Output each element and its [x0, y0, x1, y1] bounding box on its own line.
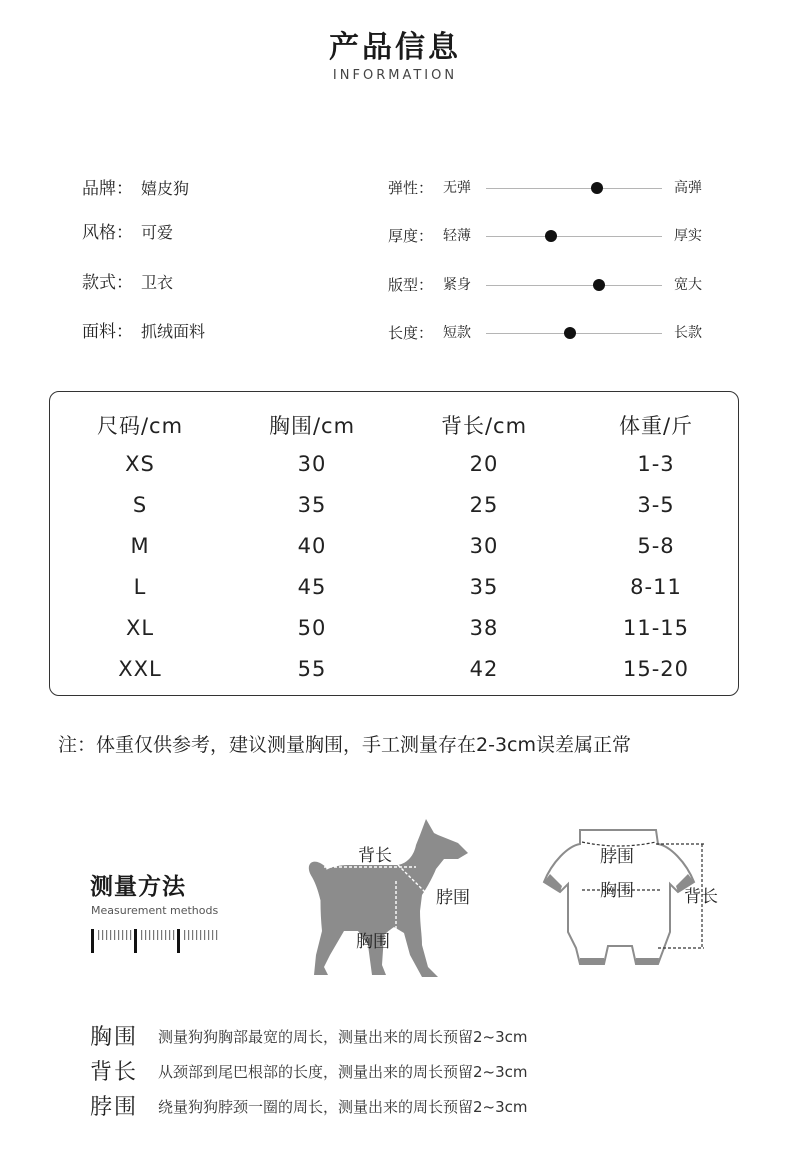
scale-low: 紧身: [443, 277, 471, 293]
table-cell: XS: [125, 452, 155, 476]
scale-label: 版型：: [388, 276, 434, 294]
scale-low: 无弹: [443, 180, 471, 196]
table-cell: 42: [469, 657, 499, 681]
table-cell: 5-8: [637, 534, 675, 558]
table-cell: 35: [469, 575, 499, 599]
attr-style: [82, 221, 173, 245]
table-cell: 1-3: [637, 452, 675, 476]
scale-track: [486, 188, 662, 189]
table-cell: 11-15: [622, 616, 690, 640]
table-header: 背长/cm: [440, 414, 528, 438]
scale-label: 厚度：: [388, 227, 434, 245]
scale-dot: [593, 279, 605, 291]
dog-label-neck: 脖围: [436, 888, 470, 908]
table-header: 胸围/cm: [268, 414, 356, 438]
table-cell: 20: [469, 452, 499, 476]
dog-diagram: [298, 815, 488, 985]
table-cell: 50: [297, 616, 327, 640]
table-cell: 30: [469, 534, 499, 558]
table-cell: 35: [297, 493, 327, 517]
page-subtitle: INFORMATION: [332, 68, 458, 83]
attr-value: 可爱: [141, 223, 174, 242]
scale-elasticity: [388, 176, 718, 200]
scale-track: [486, 236, 662, 237]
table-cell: 40: [297, 534, 327, 558]
scale-thickness: [388, 224, 718, 248]
scale-high: 宽大: [674, 277, 702, 293]
scale-track: [486, 333, 662, 334]
table-cell: XL: [125, 616, 155, 640]
method-subtitle: Measurement methods: [91, 904, 219, 917]
def-desc-chest: 测量狗狗胸部最宽的周长，测量出来的周长预留2~3cm: [158, 1028, 528, 1046]
scale-low: 轻薄: [443, 228, 471, 244]
table-cell: 3-5: [637, 493, 675, 517]
scale-dot: [564, 327, 576, 339]
page-title: 产品信息: [329, 30, 461, 65]
table-cell: XXL: [118, 657, 162, 681]
table-cell: L: [133, 575, 147, 599]
garment-label-back: 背长: [684, 887, 718, 907]
table-cell: S: [132, 493, 148, 517]
dog-label-back: 背长: [358, 846, 392, 866]
method-title: 测量方法: [90, 874, 186, 900]
size-table: [49, 391, 739, 696]
attr-brand: [82, 177, 189, 201]
table-cell: 30: [297, 452, 327, 476]
def-term-chest: 胸围: [90, 1025, 139, 1050]
scale-label: 弹性：: [388, 179, 434, 197]
attr-fabric: [82, 320, 205, 344]
scale-length: [388, 321, 718, 345]
def-desc-back: 从颈部到尾巴根部的长度，测量出来的周长预留2~3cm: [158, 1063, 528, 1081]
def-term-neck: 脖围: [90, 1095, 139, 1120]
scale-high: 高弹: [674, 180, 702, 196]
table-header: 尺码/cm: [96, 414, 184, 438]
attr-type: [82, 271, 173, 295]
attr-label: 风格：: [82, 223, 133, 243]
garment-left-cuff: [580, 958, 604, 964]
attr-value: 嬉皮狗: [141, 179, 190, 198]
scale-high: 厚实: [674, 228, 702, 244]
dog-label-chest: 胸围: [356, 932, 390, 952]
scale-dot: [545, 230, 557, 242]
def-desc-neck: 绕量狗狗脖颈一圈的周长，测量出来的周长预留2~3cm: [158, 1098, 528, 1116]
table-cell: 55: [297, 657, 327, 681]
table-cell: 45: [297, 575, 327, 599]
garment-diagram: [538, 822, 738, 980]
garment-label-chest: 胸围: [600, 881, 634, 901]
table-cell: M: [130, 534, 150, 558]
table-cell: 38: [469, 616, 499, 640]
table-header: 体重/斤: [618, 414, 694, 438]
attr-value: 抓绒面料: [141, 322, 206, 341]
scale-fit: [388, 273, 718, 297]
table-cell: 15-20: [622, 657, 690, 681]
ruler-icon: [90, 928, 220, 954]
scale-low: 短款: [443, 325, 471, 341]
attr-label: 品牌：: [82, 179, 133, 199]
def-term-back: 背长: [90, 1060, 139, 1085]
scale-dot: [591, 182, 603, 194]
scale-high: 长款: [674, 325, 702, 341]
scale-label: 长度：: [388, 324, 434, 342]
garment-right-cuff: [636, 958, 659, 964]
size-note: 注：体重仅供参考，建议测量胸围，手工测量存在2-3cm误差属正常: [58, 734, 631, 756]
attr-value: 卫衣: [141, 273, 174, 292]
scale-track: [486, 285, 662, 286]
table-cell: 25: [469, 493, 499, 517]
attr-label: 款式：: [82, 273, 133, 293]
table-cell: 8-11: [630, 575, 682, 599]
garment-label-neck: 脖围: [600, 847, 634, 867]
attr-label: 面料：: [82, 322, 133, 342]
